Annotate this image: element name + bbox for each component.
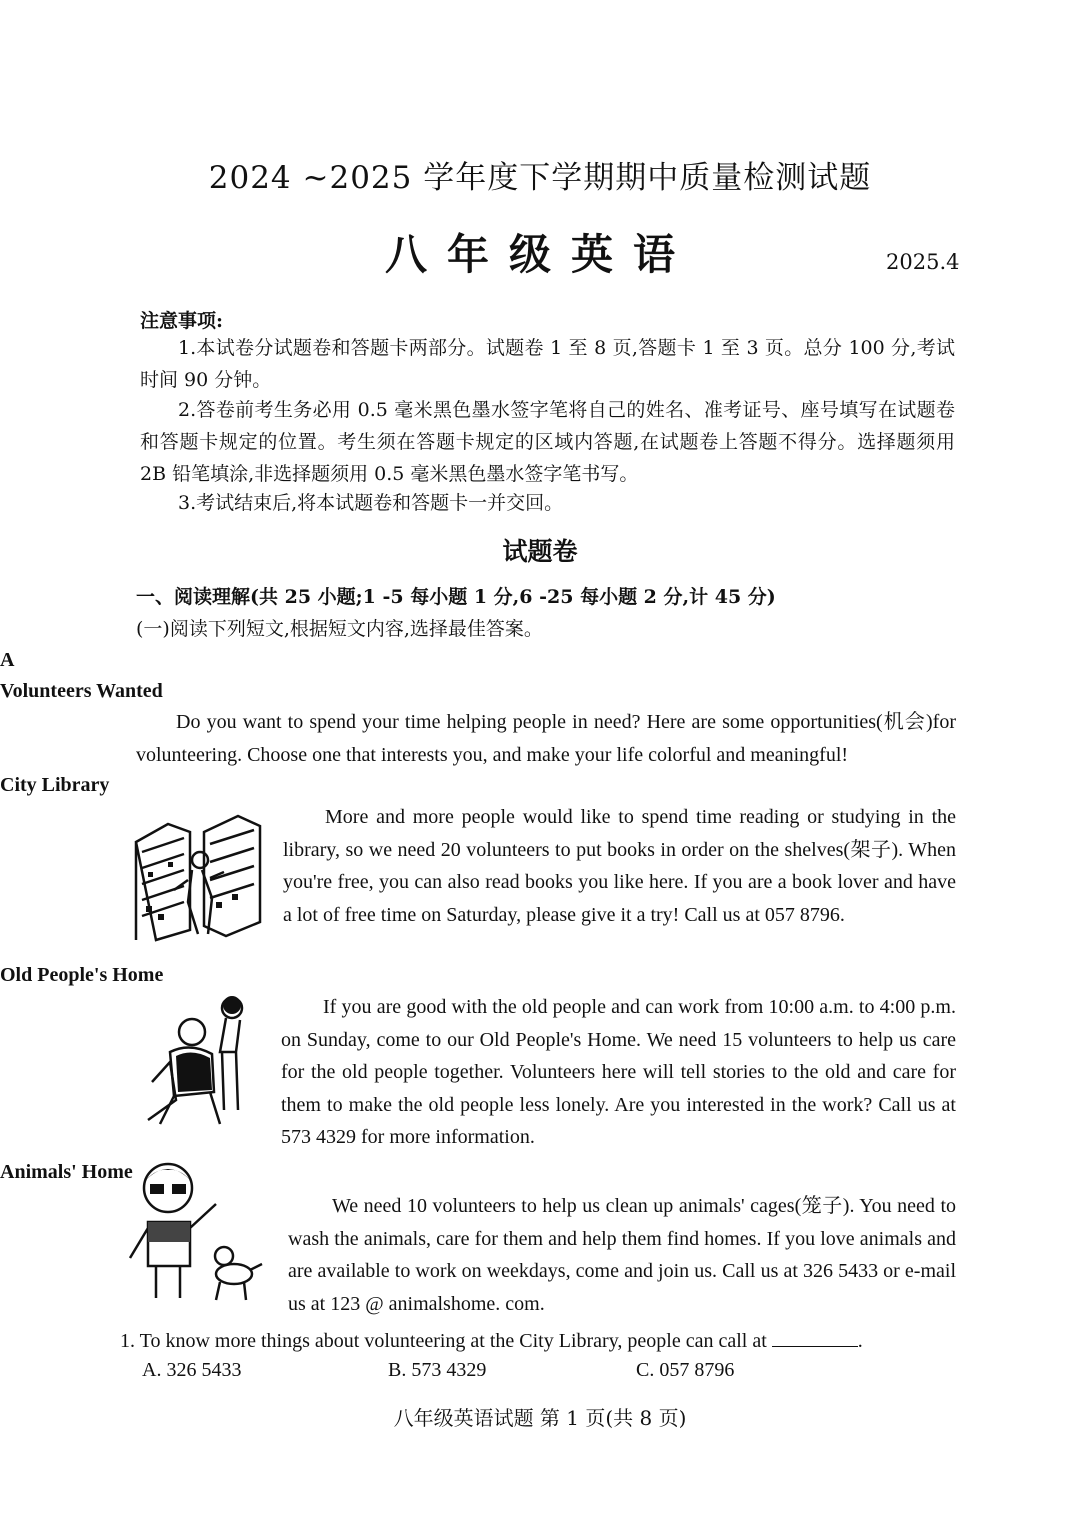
animal-home-title: Animals' Home — [0, 1161, 133, 1183]
answer-blank[interactable] — [772, 1328, 858, 1347]
note-item-2: 2.答卷前考生务必用 0.5 毫米黑色墨水签字笔将自己的姓名、准考证号、座号填写在试题卷和答题卡规定的位置。考生须在答题卡规定的区域内答题,在试题卷上答题不得分。选择题须用 2B 铅笔填涂,非选择题须用 0.5 毫米黑色墨水签字笔书写。 — [140, 399, 955, 485]
old-home-text: If you are good with the old people and can work from 10:00 a.m. to 4:00 p.m. on Sunday, come to our Old People's Home. We need 15 volunteers to help us care for the old people together. Volunteers here will tell stories to the old and care for them to make the old people less lonely. Are you interested in the work? Call us at 573 4329 for more information. — [281, 996, 956, 1148]
subject-title: 八年级英语 — [384, 230, 695, 279]
old-home-title: Old People's Home — [0, 964, 164, 986]
passage-letter: A — [0, 649, 15, 671]
question-1-stem: 1. To know more things about volunteering at the City Library, people can call at — [120, 1330, 767, 1352]
question-1 — [120, 1325, 960, 1358]
page-footer: 八年级英语试题 第 1 页(共 8 页) — [393, 1406, 687, 1430]
exam-date: 2025.4 — [886, 250, 960, 274]
option-c: C. 057 8796 — [636, 1359, 735, 1381]
notes-heading: 注意事项: — [140, 310, 224, 332]
question-1-end: . — [857, 1330, 863, 1352]
section-subheading: (一)阅读下列短文,根据短文内容,选择最佳答案。 — [136, 618, 543, 640]
library-text: More and more people would like to spend time reading or studying in the library, so we need 20 volunteers to put books in order on the shelves(架子). When you're free, you can also read books you like here. If you are a book lover and have a lot of free time on Saturday, please give it a try! Call us at 057 8796. — [283, 806, 956, 926]
animals-illustration — [120, 1158, 270, 1308]
animal-home-text: We need 10 volunteers to help us clean up animals' cages(笼子). You need to wash the animals, care for them and help them find homes. If you love animals and are available to work on weekdays, come and join us. Call us at 326 5433 or e-mail us at 123 @ animalshome. com. — [288, 1195, 956, 1315]
note-item-3: 3.考试结束后,将本试题卷和答题卡一并交回。 — [178, 492, 564, 514]
section-heading: 一、阅读理解(共 25 小题;1 -5 每小题 1 分,6 -25 每小题 2 分,计 45 分) — [136, 586, 776, 608]
library-illustration — [128, 802, 266, 944]
passage-intro: Do you want to spend your time helping people in need? Here are some opportunities(机会)for volunteering. Choose one that interests you, and make your life colorful and meaningful! — [136, 711, 956, 766]
paper-label: 试题卷 — [502, 537, 578, 566]
old-people-illustration — [140, 992, 266, 1132]
exam-title: 2024 ~2025 学年度下学期期中质量检测试题 — [208, 160, 872, 196]
option-a: A. 326 5433 — [142, 1359, 242, 1381]
library-title: City Library — [0, 774, 110, 796]
note-item-1: 1.本试卷分试题卷和答题卡两部分。试题卷 1 至 8 页,答题卡 1 至 3 页。总分 100 分,考试时间 90 分钟。 — [140, 337, 955, 391]
option-b: B. 573 4329 — [388, 1359, 487, 1381]
passage-title: Volunteers Wanted — [0, 680, 163, 702]
